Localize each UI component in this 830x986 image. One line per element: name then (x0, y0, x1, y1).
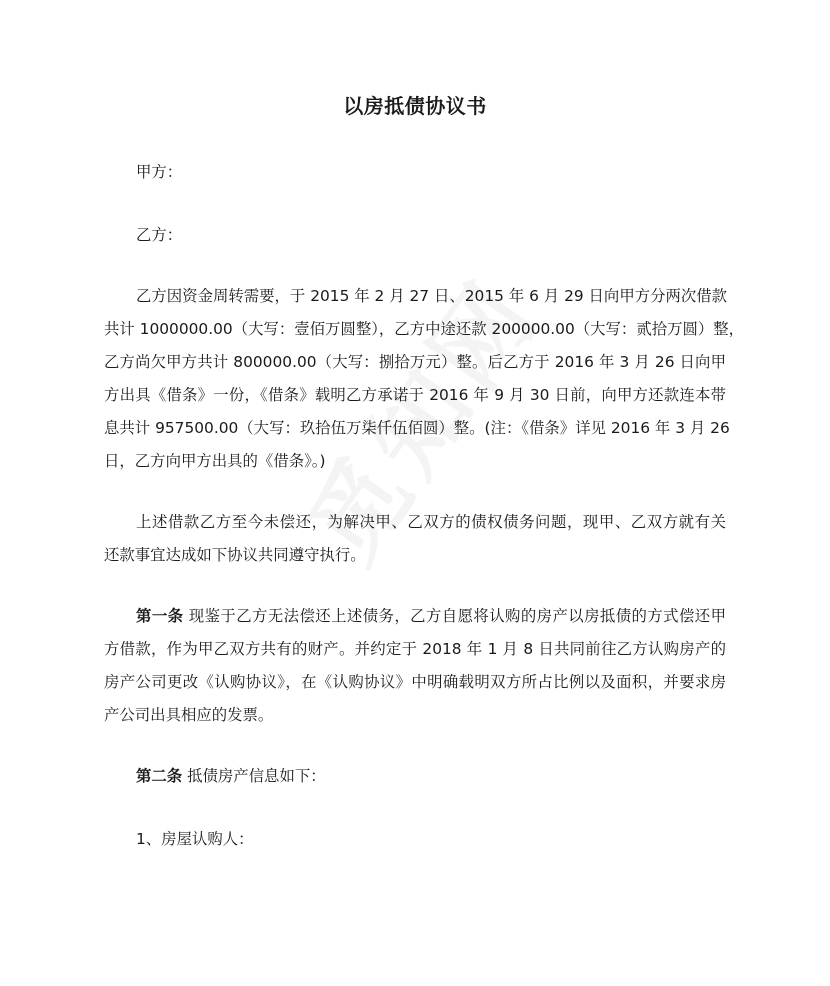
paragraph-line: 乙方因资金周转需要，于 2015 年 2 月 27 日、2015 年 6 月 29 日向甲方分两次借款 (136, 287, 728, 305)
article-2-heading: 第二条 (136, 767, 183, 785)
paragraph-line: 房产公司更改《认购协议》，在《认购协议》中明确载明双方所占比例以及面积，并要求房 (104, 673, 726, 691)
paragraph-line: 产公司出具相应的发票。 (104, 706, 274, 724)
article-2-text: 抵债房产信息如下： (187, 767, 326, 785)
paragraph-line: 方出具《借条》一份，《借条》载明乙方承诺于 2016 年 9 月 30 日前，向甲方还款连本带 (104, 386, 726, 404)
party-a-label: 甲方： (136, 163, 183, 181)
article-1-heading: 第一条 (136, 607, 184, 625)
item-1-house-purchaser: 1、房屋认购人： (136, 830, 254, 848)
party-b-label: 乙方： (136, 226, 183, 244)
paragraph-line: 共计 1000000.00（大写：壹佰万圆整），乙方中途还款 200000.00（大写：贰拾万圆）整， (104, 320, 745, 338)
paragraph-line: 还款事宜达成如下协议共同遵守执行。 (104, 546, 366, 564)
paragraph-line: 上述借款乙方至今未偿还，为解决甲、乙双方的债权债务问题，现甲、乙双方就有关 (136, 513, 726, 531)
paragraph-line: 日，乙方向甲方出具的《借条》。) (104, 452, 326, 470)
document-title: 以房抵债协议书 (343, 94, 487, 118)
paragraph-line: 乙方尚欠甲方共计 800000.00（大写：捌拾万元）整。后乙方于 2016 年 3 月 26 日向甲 (104, 353, 726, 371)
article-1-text: 现鉴于乙方无法偿还上述债务，乙方自愿将认购的房产以房抵债的方式偿还甲 (188, 607, 726, 625)
paragraph-line (136, 606, 726, 626)
paragraph-line: 息共计 957500.00（大写：玖拾伍万柒仟伍佰圆）整。(注：《借条》详见 2016 年 3 月 26 (104, 419, 730, 437)
article-2 (136, 766, 726, 786)
paragraph-line: 方借款，作为甲乙双方共有的财产。并约定于 2018 年 1 月 8 日共同前往乙方认购房产的 (104, 640, 726, 658)
